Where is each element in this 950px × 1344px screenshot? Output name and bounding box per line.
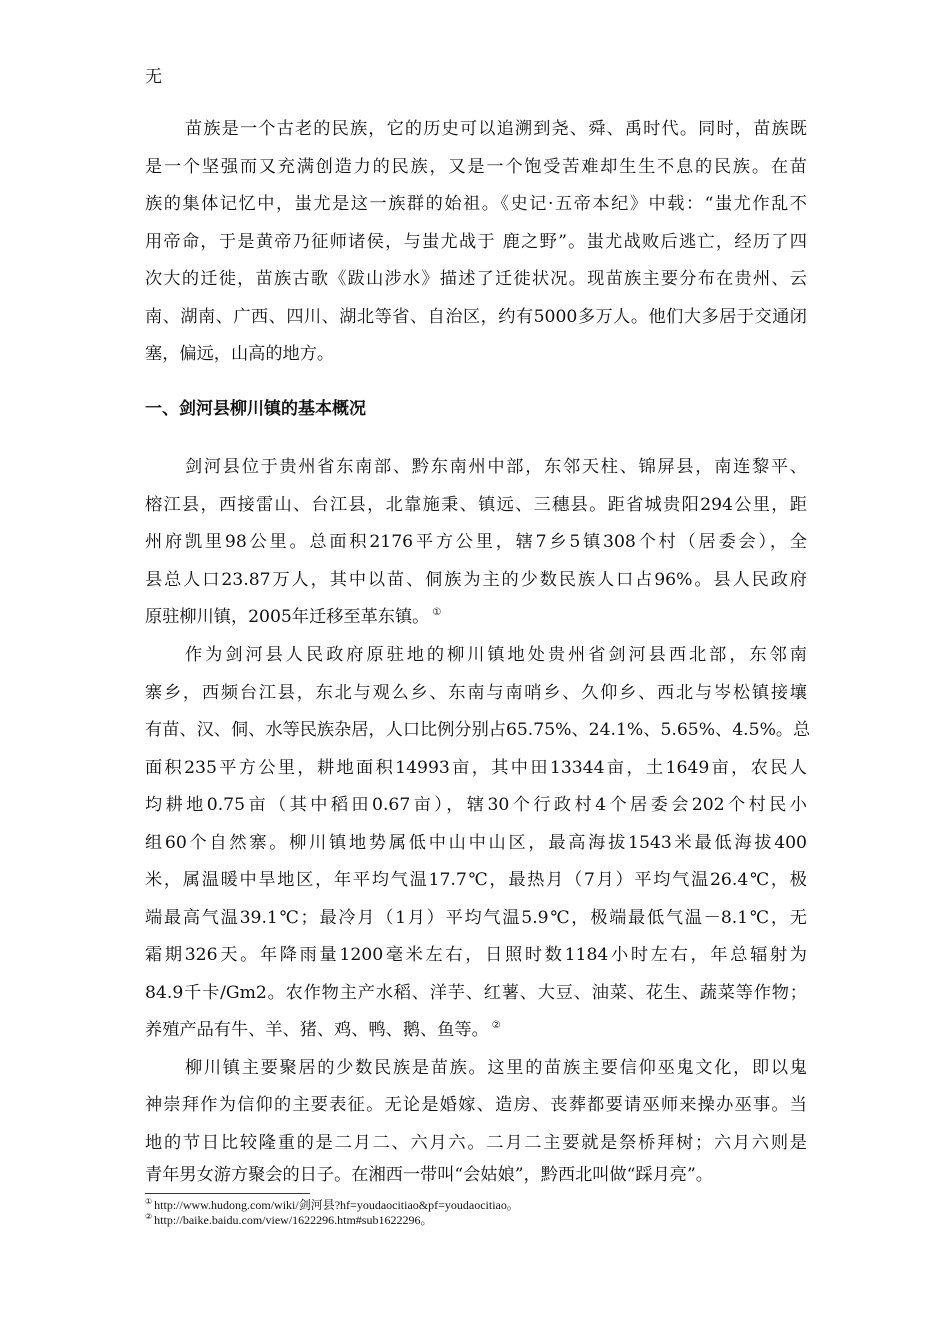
para2-line: 组60个自然寨。柳川镇地势属低中山中山区，最高海拔1543米最低海拔400 [145, 833, 807, 853]
intro-line: 用帝命，于是黄帝乃征师诸侯，与蚩尤战于 鹿之野”。蚩尤战败后逃亡，经历了四 [145, 232, 807, 252]
para3-line: 地的节日比较隆重的是二月二、六月六。二月二主要就是祭桥拜树；六月六则是 [145, 1133, 807, 1153]
para1-line: 榕江县，西接雷山、台江县，北靠施秉、镇远、三穗县。距省城贵阳294公里，距 [145, 495, 807, 515]
para2-line: 有苗、汉、侗、水等民族杂居，人口比例分别占65.75%、24.1%、5.65%、4.5%。总 [145, 720, 811, 740]
para2-line: 寨乡，西频台江县，东北与观么乡、东南与南哨乡、久仰乡、西北与岑松镇接壤 [145, 683, 807, 703]
para1-line: 剑河县位于贵州省东南部、黔东南州中部，东邻天柱、锦屏县，南连黎平、 [185, 457, 807, 477]
section-heading: 一、剑河县柳川镇的基本概况 [145, 399, 366, 419]
para2-line: 均耕地0.75亩（其中稻田0.67亩），辖30个行政村4个居委会202个村民小 [145, 795, 807, 815]
intro-line: 苗族是一个古老的民族，它的历史可以追溯到尧、舜、禹时代。同时，苗族既 [185, 119, 807, 139]
page-top-fragment: 无 [145, 67, 163, 87]
para3-line: 神崇拜作为信仰的主要表征。无论是婚嫁、造房、丧葬都要请巫师来操办巫事。当 [145, 1095, 807, 1115]
intro-line: 次大的迁徙，苗族古歌《跋山涉水》描述了迁徙状况。现苗族主要分布在贵州、云 [145, 269, 807, 289]
para2-line: 端最高气温39.1℃；最冷月（1月）平均气温5.9℃，极端最低气温－8.1℃，无 [145, 908, 807, 928]
para2-line: 面积235平方公里，耕地面积14993亩，其中田13344亩，土1649亩，农民人 [145, 758, 807, 778]
para1-line: 县总人口23.87万人，其中以苗、侗族为主的少数民族人口占96%。县人民政府 [145, 570, 807, 590]
para2-last-line [145, 1017, 501, 1043]
footnote-2 [145, 1212, 432, 1228]
para2-line: 米，属温暖中旱地区，年平均气温17.7℃，最热月（7月）平均气温26.4℃，极 [145, 870, 807, 890]
para1-line: 州府凯里98公里。总面积2176平方公里，辖7乡5镇308个村（居委会），全 [145, 532, 807, 552]
intro-line: 族的集体记忆中，蚩尤是这一族群的始祖。《史记·五帝本纪》中载：“蚩尤作乱不 [145, 194, 807, 214]
footnote-mark-1: ① [145, 1197, 153, 1206]
para1-text: 原驻柳川镇，2005年迁移至革东镇。 [145, 607, 430, 627]
para2-text: 养殖产品有牛、羊、猪、鸡、鸭、鹅、鱼等。 [145, 1020, 489, 1040]
footnote-1 [145, 1197, 519, 1213]
footnote-ref-2[interactable]: ② [491, 1020, 501, 1032]
intro-line: 塞，偏远，山高的地方。 [145, 344, 335, 364]
para2-line: 作为剑河县人民政府原驻地的柳川镇地处贵州省剑河县西北部，东邻南 [185, 645, 807, 665]
intro-line: 是一个坚强而又充满创造力的民族，又是一个饱受苦难却生生不息的民族。在苗 [145, 157, 807, 177]
para2-line: 霜期326天。年降雨量1200毫米左右，日照时数1184小时左右，年总辐射为 [145, 945, 807, 965]
intro-line: 南、湖南、广西、四川、湖北等省、自治区，约有5000多万人。他们大多居于交通闭 [145, 307, 807, 327]
para3-line: 青年男女游方聚会的日子。在湘西一带叫“会姑娘”，黔西北叫做“踩月亮”。 [145, 1165, 713, 1185]
footnote-1-link[interactable]: http://www.hudong.com/wiki/剑河县?hf=youdaocitiao&pf=youdaocitiao。 [154, 1198, 519, 1212]
para2-line: 84.9千卡/Gm2。农作物主产水稻、洋芋、红薯、大豆、油菜、花生、蔬菜等作物； [145, 983, 807, 1003]
footnote-mark-2: ② [145, 1212, 153, 1221]
para3-line: 柳川镇主要聚居的少数民族是苗族。这里的苗族主要信仰巫鬼文化，即以鬼 [185, 1058, 807, 1078]
para1-last-line [145, 604, 441, 630]
footnote-ref-1[interactable]: ① [432, 607, 442, 619]
footnote-separator [145, 1193, 310, 1194]
footnote-2-link[interactable]: http://baike.baidu.com/view/1622296.htm#sub1622296。 [154, 1213, 433, 1227]
